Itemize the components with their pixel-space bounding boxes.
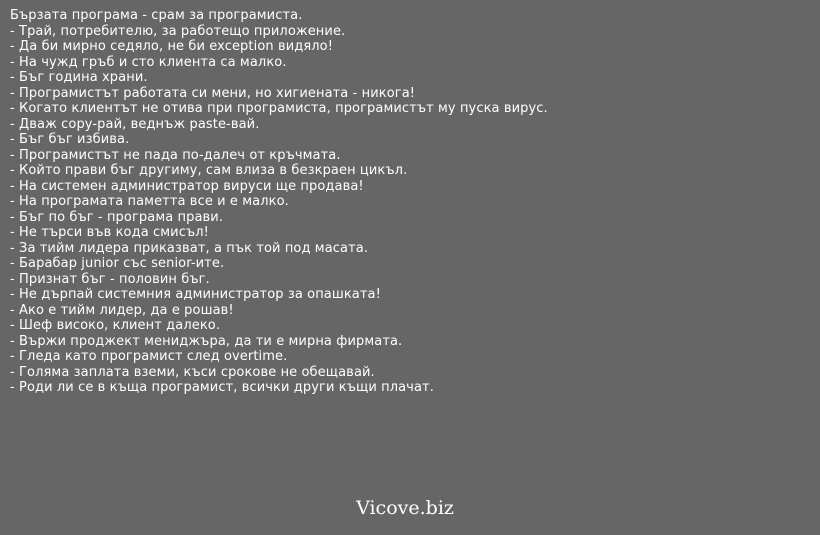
text-line: - Да би мирно седяло, не би exception видяло! — [10, 39, 334, 54]
text-line: - На системен администратор вируси ще продава! — [10, 178, 364, 194]
text-line: - Когато клиентът не отива при програмиста, програмистът му пуска вирус. — [10, 101, 548, 116]
text-line: - Гледа като програмист след overtime. — [10, 349, 288, 364]
text-line: - Бъг по бъг - програма прави. — [10, 209, 224, 225]
text-line: - На чужд гръб и сто клиента са малко. — [10, 54, 287, 70]
text-line: - На програмата паметта все и е малко. — [10, 194, 289, 209]
text-line: - Трай, потребителю, за работещо приложение. — [10, 23, 346, 39]
text-line: - Вържи проджект мениджъра, да ти е мирна фирмата. — [10, 333, 403, 349]
text-line: - Програмистът работата си мени, но хигиената - никога! — [10, 85, 416, 101]
site-watermark: Vicove.biz — [356, 497, 454, 519]
text-line: - Признат бъг - половин бъг. — [10, 271, 210, 287]
text-line: - Бъг бъг избива. — [10, 132, 130, 147]
text-line: - Двaж copy-рай, веднъж paste-вай. — [10, 116, 260, 132]
text-line: - Роди ли се в къща програмист, всички други къщи плачат. — [10, 380, 434, 395]
jokes-text-block — [10, 8, 810, 396]
text-line: - Бъг година храни. — [10, 70, 148, 85]
text-line: - Не дърпай системния администратор за опашката! — [10, 287, 381, 302]
text-line: - Шеф високо, клиент далеко. — [10, 318, 221, 333]
text-line: - Барабар junior със senior-ите. — [10, 256, 225, 271]
text-line: - Програмистът не пада по-далеч от кръчмата. — [10, 147, 341, 163]
text-line: - Голяма заплата вземи, къси срокове не обещавай. — [10, 364, 375, 380]
text-line: - За тийм лидера приказват, а пък той под масата. — [10, 240, 369, 256]
text-line: - Не търси във кода смисъл! — [10, 225, 209, 240]
text-line: - Ако е тийм лидер, да е рошав! — [10, 302, 234, 318]
text-line: - Който прави бъг другиму, сам влиза в безкраен цикъл. — [10, 163, 408, 178]
text-line: Бързата програма - срам за програмиста. — [10, 8, 303, 23]
